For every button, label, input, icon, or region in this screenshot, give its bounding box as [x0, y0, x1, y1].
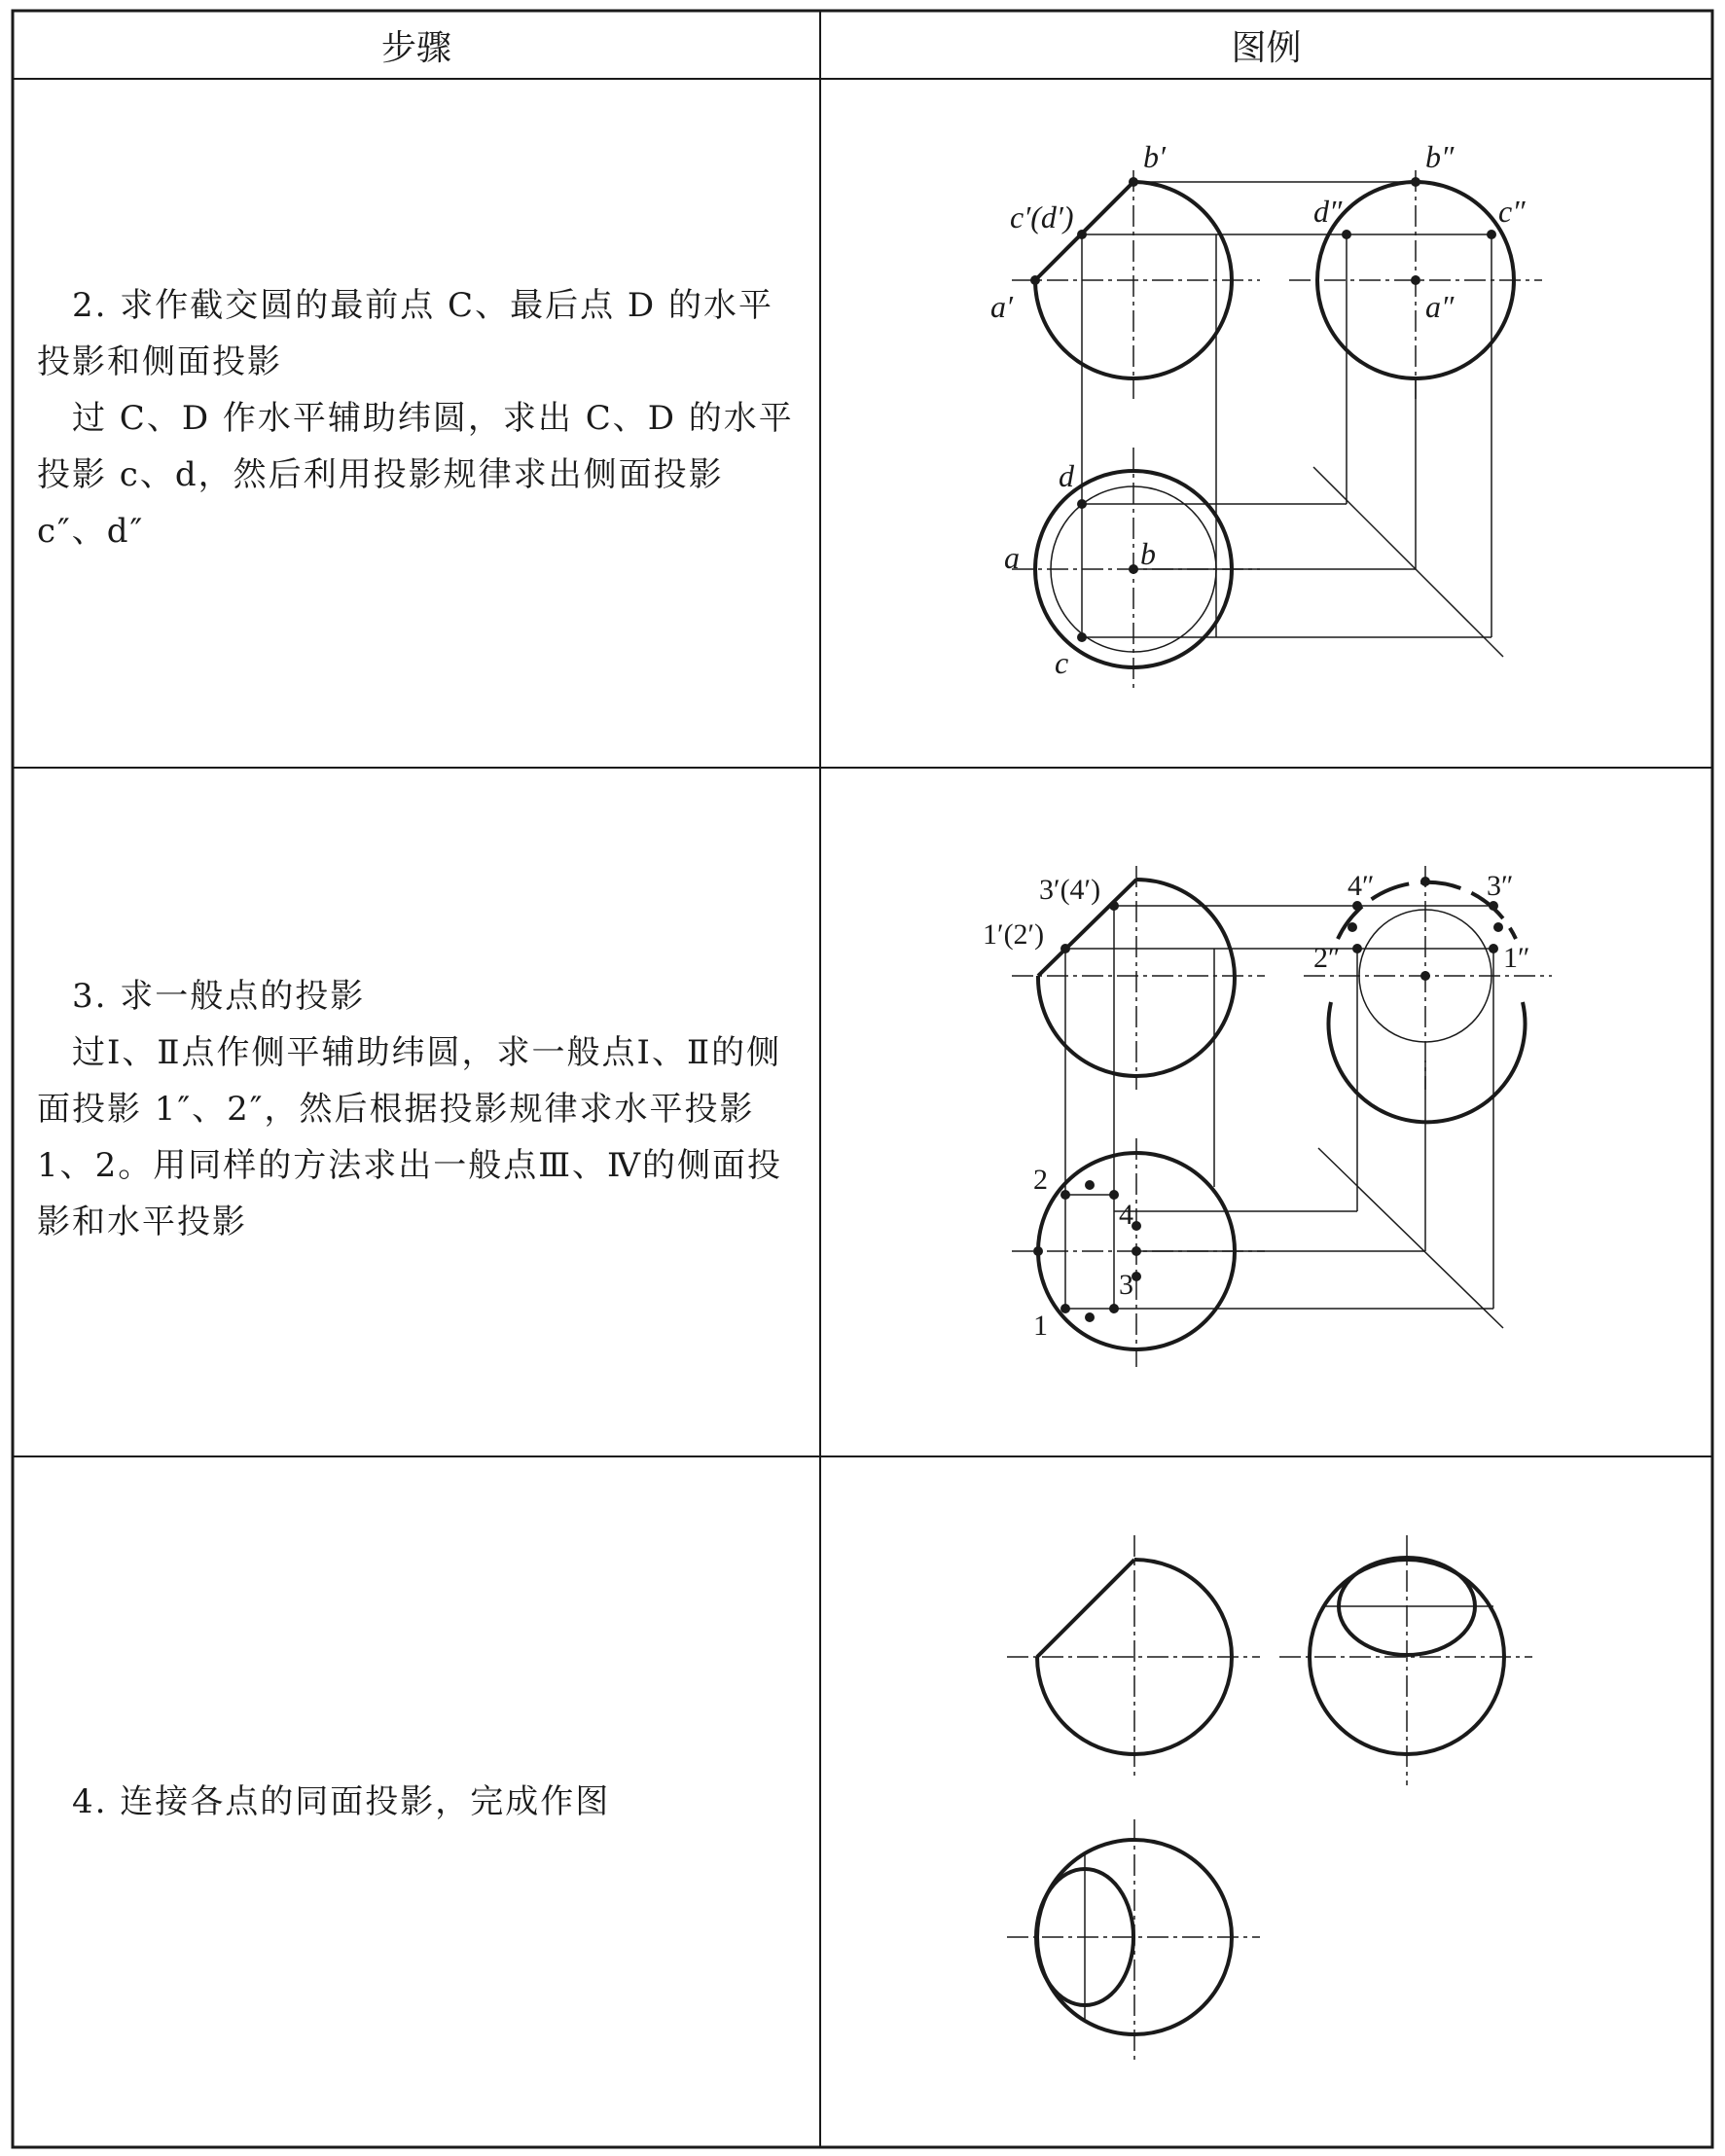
step-2-title: 2. 求作截交圆的最前点 C、最后点 D 的水平投影和侧面投影: [37, 286, 773, 381]
label-1-top: 1: [1033, 1310, 1048, 1342]
label-c-top: c: [1055, 645, 1069, 680]
label-2-top: 2: [1033, 1164, 1048, 1196]
label-a-front: a′: [990, 289, 1013, 324]
label-d-top: d: [1059, 458, 1074, 493]
label-1-side: 1″: [1503, 942, 1530, 974]
label-b-top: b: [1140, 536, 1156, 571]
step-4-title: 4. 连接各点的同面投影，完成作图: [72, 1782, 611, 1821]
label-b-front: b′: [1143, 139, 1166, 174]
label-4-top: 4: [1119, 1199, 1133, 1231]
label-3-4-front: 3′(4′): [1039, 874, 1101, 906]
label-3-top: 3: [1119, 1269, 1133, 1301]
header-example: 图例: [1231, 27, 1302, 68]
label-a-side: a″: [1425, 289, 1455, 324]
label-d-side: d″: [1313, 194, 1343, 229]
step-3-title: 3. 求一般点的投影: [72, 977, 366, 1016]
step-2-body: 过 C、D 作水平辅助纬圆，求出 C、D 的水平投影 c、d，然后利用投影规律求出侧面投影 c″、d″: [37, 399, 794, 551]
step-3-body: 过Ⅰ、Ⅱ点作侧平辅助纬圆，求一般点Ⅰ、Ⅱ的侧面投影 1″、2″，然后根据投影规律求水平投影 1、2。用同样的方法求出一般点Ⅲ、Ⅳ的侧面投影和水平投影: [37, 1033, 783, 1241]
label-4-side: 4″: [1348, 870, 1375, 902]
label-3-side: 3″: [1487, 870, 1514, 902]
label-cd-front: c′(d′): [1010, 199, 1074, 234]
label-2-side: 2″: [1313, 942, 1341, 974]
label-b-side: b″: [1425, 139, 1455, 174]
label-1-2-front: 1′(2′): [983, 918, 1045, 951]
header-step: 步骤: [380, 27, 451, 68]
label-c-side: c″: [1498, 194, 1526, 229]
label-a-top: a: [1004, 540, 1020, 575]
